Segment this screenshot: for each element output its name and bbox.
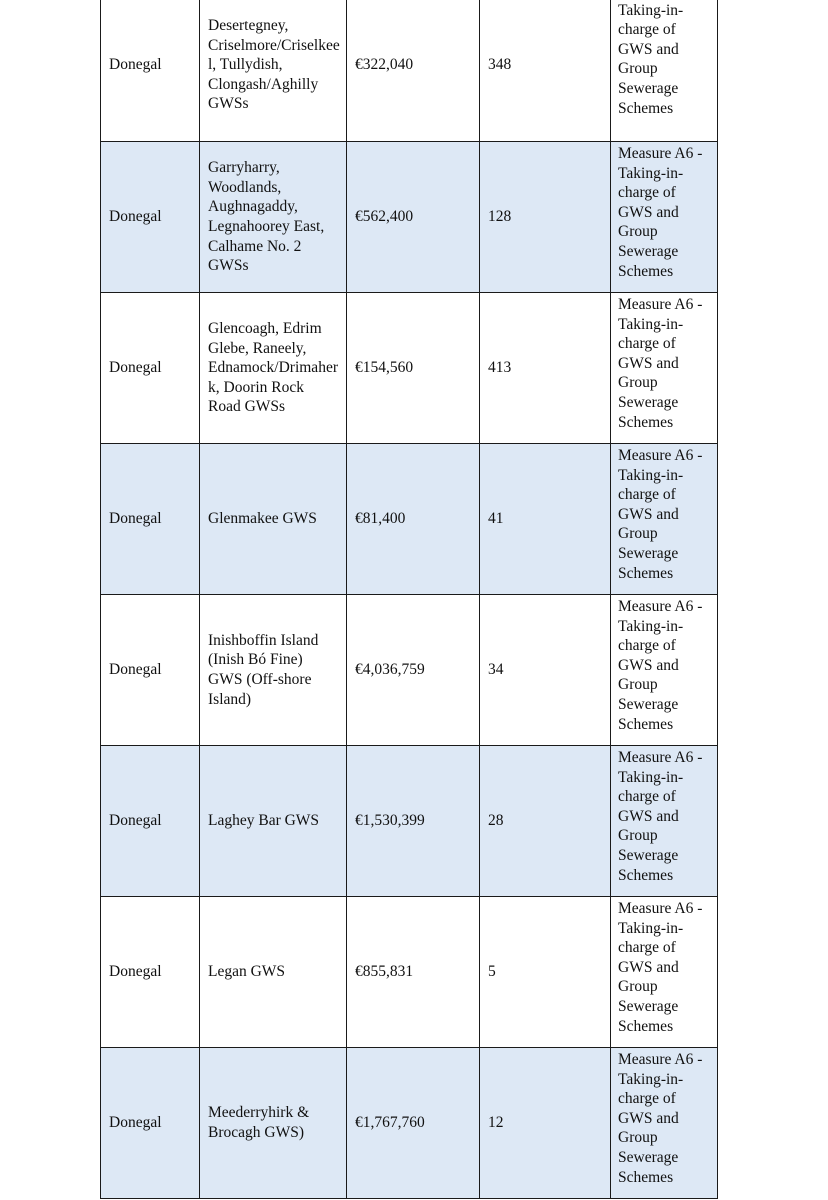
count-cell: 413	[480, 293, 611, 444]
county-cell: Donegal	[101, 595, 200, 746]
count-cell: 5	[480, 897, 611, 1048]
measure-text: Measure A6 - Taking-in-charge of GWS and Group Sewerage Schemes	[618, 900, 703, 1035]
scheme-name-cell: Garryharry, Woodlands, Aughnagaddy, Legnahoorey East, Calhame No. 2 GWSs	[200, 142, 347, 293]
measure-text: Measure A6 - Taking-in-charge of GWS and Group Sewerage Schemes	[618, 749, 703, 884]
measure-cell	[611, 897, 718, 1048]
table-row	[101, 444, 718, 595]
amount-cell: €1,530,399	[347, 746, 480, 897]
table-row	[101, 595, 718, 746]
count-cell: 128	[480, 142, 611, 293]
county-cell: Donegal	[101, 746, 200, 897]
measure-cell	[611, 142, 718, 293]
scheme-name-cell: Meederryhirk & Brocagh GWS)	[200, 1048, 347, 1199]
table-row	[101, 897, 718, 1048]
amount-cell: €154,560	[347, 293, 480, 444]
measure-cell	[611, 1048, 718, 1199]
scheme-name-cell: Glenmakee GWS	[200, 444, 347, 595]
measure-text: Measure A6 - Taking-in-charge of GWS and Group Sewerage Schemes	[618, 598, 703, 733]
measure-text: Measure A6 - Taking-in-charge of GWS and Group Sewerage Schemes	[618, 145, 703, 280]
count-cell: 28	[480, 746, 611, 897]
table-row	[101, 746, 718, 897]
county-cell: Donegal	[101, 0, 200, 142]
scheme-table-wrapper	[100, 0, 717, 1199]
table-row	[101, 293, 718, 444]
table-row	[101, 0, 718, 142]
measure-text: Measure A6 - Taking-in-charge of GWS and Group Sewerage Schemes	[618, 1051, 703, 1186]
scheme-name-cell: Glencoagh, Edrim Glebe, Raneely, Ednamock/Drimaherk, Doorin Rock Road GWSs	[200, 293, 347, 444]
amount-cell: €1,767,760	[347, 1048, 480, 1199]
county-cell: Donegal	[101, 293, 200, 444]
measure-cell	[611, 0, 718, 142]
amount-cell: €562,400	[347, 142, 480, 293]
measure-cell	[611, 444, 718, 595]
measure-text: Measure A6 - Taking-in-charge of GWS and Group Sewerage Schemes	[618, 296, 703, 431]
county-cell: Donegal	[101, 1048, 200, 1199]
county-cell: Donegal	[101, 444, 200, 595]
count-cell: 12	[480, 1048, 611, 1199]
scheme-funding-table	[100, 0, 718, 1199]
scheme-name-cell: Laghey Bar GWS	[200, 746, 347, 897]
scheme-name-cell: Inishboffin Island (Inish Bó Fine) GWS (Off-shore Island)	[200, 595, 347, 746]
scheme-name-cell: Desertegney, Criselmore/Criselkeel, Tullydish, Clongash/Aghilly GWSs	[200, 0, 347, 142]
measure-cell	[611, 293, 718, 444]
amount-cell: €855,831	[347, 897, 480, 1048]
measure-text: Taking-in-charge of GWS and Group Sewerage Schemes	[618, 1, 684, 117]
count-cell: 348	[480, 0, 611, 142]
measure-text: Measure A6 - Taking-in-charge of GWS and Group Sewerage Schemes	[618, 447, 703, 582]
count-cell: 34	[480, 595, 611, 746]
amount-cell: €81,400	[347, 444, 480, 595]
measure-cell	[611, 595, 718, 746]
amount-cell: €4,036,759	[347, 595, 480, 746]
scheme-name-cell: Legan GWS	[200, 897, 347, 1048]
table-row	[101, 142, 718, 293]
amount-cell: €322,040	[347, 0, 480, 142]
county-cell: Donegal	[101, 142, 200, 293]
table-row	[101, 1048, 718, 1199]
measure-cell	[611, 746, 718, 897]
county-cell: Donegal	[101, 897, 200, 1048]
count-cell: 41	[480, 444, 611, 595]
